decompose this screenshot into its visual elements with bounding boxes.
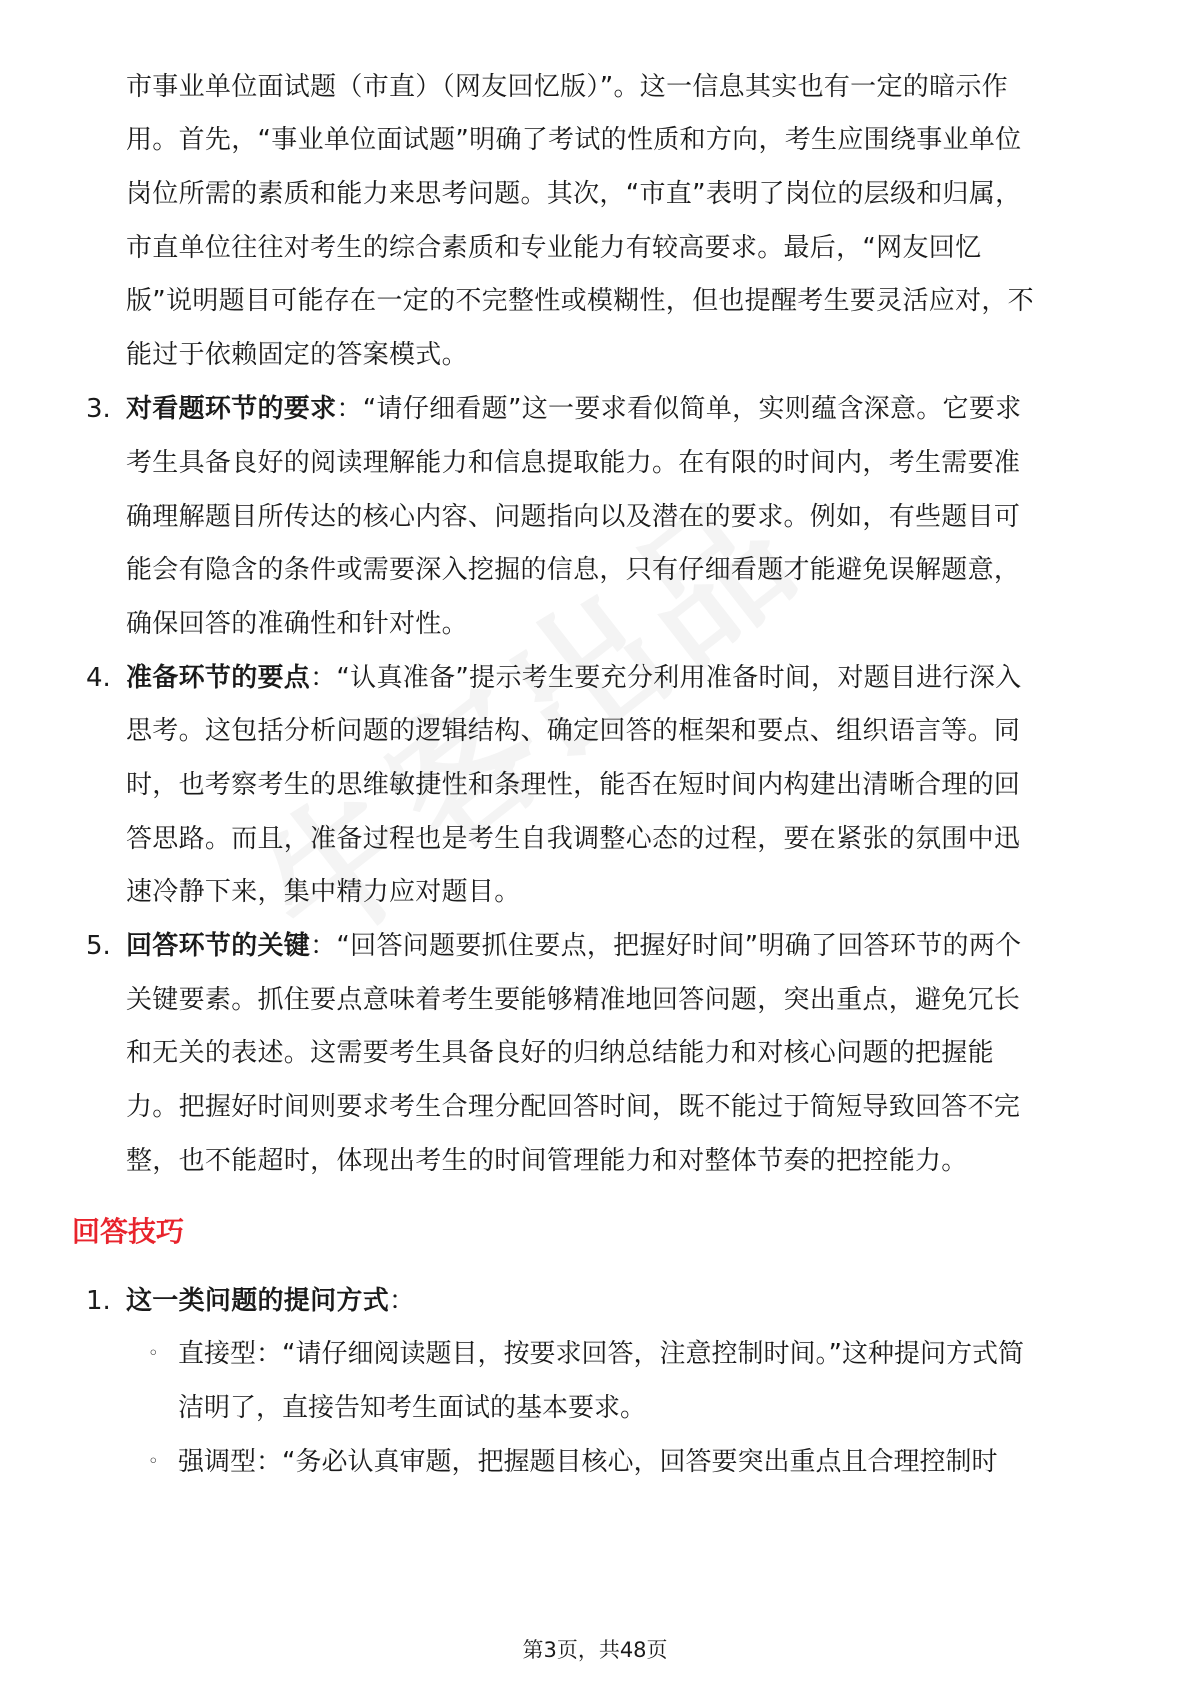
paragraph-line: 版”说明题目可能存在一定的不完整性或模糊性，但也提醒考生要灵活应对，不 [126,286,1034,316]
paragraph-line: 力。把握好时间则要求考生合理分配回答时间，既不能过于简短导致回答不完 [126,1092,1021,1122]
list-item-first-line [126,394,1021,424]
list-number: 4. [86,663,111,693]
paragraph-line: 考生具备良好的阅读理解能力和信息提取能力。在有限的时间内，考生需要准 [126,448,1021,478]
paragraph-line: 思考。这包括分析问题的逻辑结构、确定回答的框架和要点、组织语言等。同 [126,716,1021,746]
paragraph-line: 确保回答的准确性和针对性。 [126,609,468,639]
paragraph-line: 能过于依赖固定的答案模式。 [126,340,468,370]
list-item-text: ：“认真准备”提示考生要充分利用准备时间，对题目进行深入 [310,663,1022,693]
paragraph-line: 确理解题目所传达的核心内容、问题指向以及潜在的要求。例如，有些题目可 [126,502,1021,532]
list-item-title: 对看题环节的要求 [126,394,337,424]
section-heading: 回答技巧 [72,1215,185,1248]
bullet-line: 强调型：“务必认真审题，把握题目核心，回答要突出重点且合理控制时 [178,1447,998,1477]
list-number: 5. [86,931,111,961]
paragraph-line: 岗位所需的素质和能力来思考问题。其次，“市直”表明了岗位的层级和归属， [126,179,1022,209]
bullet-line: 直接型：“请仔细阅读题目，按要求回答，注意控制时间。”这种提问方式简 [178,1339,1024,1369]
bullet-marker: ◦ [148,1343,159,1364]
list-item-text: ：“请仔细看题”这一要求看似简单，实则蕴含深意。它要求 [336,394,1022,424]
list-item-text: ：“回答问题要抓住要点，把握好时间”明确了回答环节的两个 [310,931,1022,961]
paragraph-line: 用。首先，“事业单位面试题”明确了考试的性质和方向，考生应围绕事业单位 [126,125,1022,155]
list-number: 1. [86,1286,111,1316]
paragraph-line: 和无关的表述。这需要考生具备良好的归纳总结能力和对核心问题的把握能 [126,1038,994,1068]
bullet-marker: ◦ [148,1451,159,1472]
list-number: 3. [86,394,111,424]
list-item-first-line [126,931,1021,961]
list-item-first-line [126,663,1021,693]
paragraph-line: 市直单位往往对考生的综合素质和专业能力有较高要求。最后，“网友回忆 [126,233,982,263]
bullet-line: 洁明了，直接告知考生面试的基本要求。 [178,1393,647,1423]
paragraph-line: 速冷静下来，集中精力应对题目。 [126,877,521,907]
paragraph-line: 市事业单位面试题（市直）（网友回忆版）”。这一信息其实也有一定的暗示作 [126,72,1008,102]
paragraph-line: 关键要素。抓住要点意味着考生要能够精准地回答问题，突出重点，避免冗长 [126,985,1021,1015]
page-footer: 第3页，共48页 [522,1638,668,1662]
list-item-text: ： [389,1286,416,1316]
paragraph-line: 答思路。而且，准备过程也是考生自我调整心态的过程，要在紧张的氛围中迅 [126,824,1021,854]
list-item-title: 准备环节的要点 [126,663,311,693]
list-item-first-line [126,1286,415,1316]
paragraph-line: 整，也不能超时，体现出考生的时间管理能力和对整体节奏的把控能力。 [126,1146,968,1176]
list-item-title: 这一类问题的提问方式 [126,1286,390,1316]
list-item-title: 回答环节的关键 [126,931,311,961]
paragraph-line: 能会有隐含的条件或需要深入挖掘的信息，只有仔细看题才能避免误解题意， [126,555,1021,585]
paragraph-line: 时，也考察考生的思维敏捷性和条理性，能否在短时间内构建出清晰合理的回 [126,770,1021,800]
